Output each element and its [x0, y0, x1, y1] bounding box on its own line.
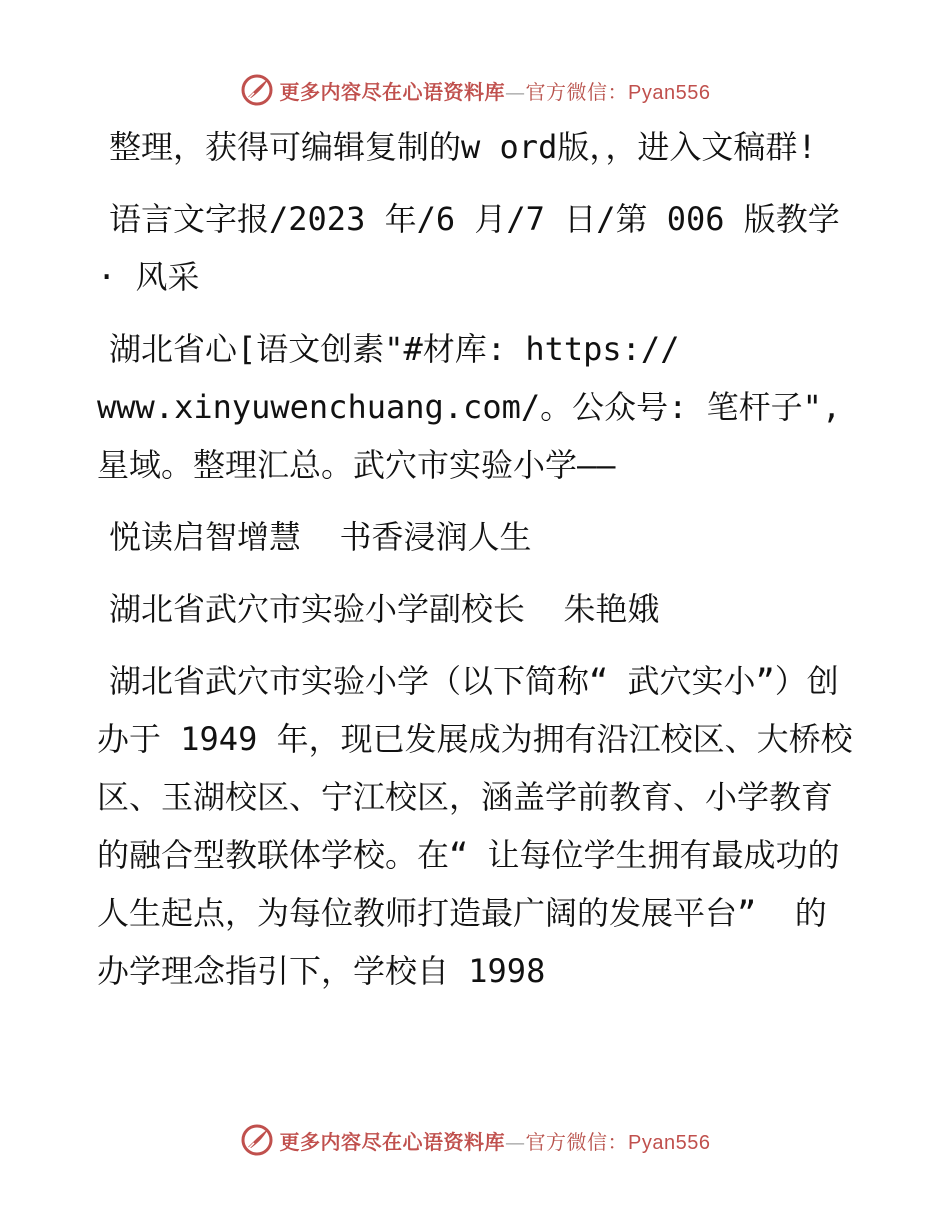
paragraph-intro: 整理，获得可编辑复制的w ord版，，进入文稿群!	[109, 128, 817, 166]
watermark-wechat-label: 官方微信：	[525, 1129, 629, 1154]
paragraph-source: 语言文字报/2023 年/6 月/7 日/第 006 版教学 · 风采	[97, 200, 860, 296]
document-body	[97, 118, 860, 1014]
watermark-separator: —	[505, 1129, 526, 1154]
article-author: 湖北省武穴市实验小学副校长 朱艳娥	[109, 590, 660, 628]
watermark-wechat-handle: Pyan556	[628, 1131, 711, 1154]
article-title: 悦读启智增慧 书香浸润人生	[109, 518, 532, 556]
watermark-banner-top	[0, 70, 950, 110]
watermark-prefix: 更多内容尽在心语资料库	[279, 1129, 506, 1154]
watermark-prefix: 更多内容尽在心语资料库	[279, 79, 506, 104]
quill-circle-logo-icon	[240, 1123, 274, 1157]
watermark-banner-bottom	[0, 1120, 950, 1160]
paragraph-notice: 湖北省心[语文创素"#材库: https:// www.xinyuwenchuang.com/。公众号: 笔杆子",星域。整理汇总。武穴市实验小学——	[97, 330, 842, 484]
watermark-wechat-handle: Pyan556	[628, 81, 711, 104]
quill-circle-logo-icon	[240, 73, 274, 107]
watermark-wechat-label: 官方微信：	[525, 79, 629, 104]
paragraph-body: 湖北省武穴市实验小学（以下简称“ 武穴实小”）创办于 1949 年，现已发展成为拥有沿江校区、大桥校区、玉湖校区、宁江校区，涵盖学前教育、小学教育的融合型教联体学校。在“ 让每位学生拥有最成功的人生起点，为每位教师打造最广阔的发展平台” 的办学理念指引下，学校自 1998	[97, 662, 853, 990]
watermark-separator: —	[505, 79, 526, 104]
